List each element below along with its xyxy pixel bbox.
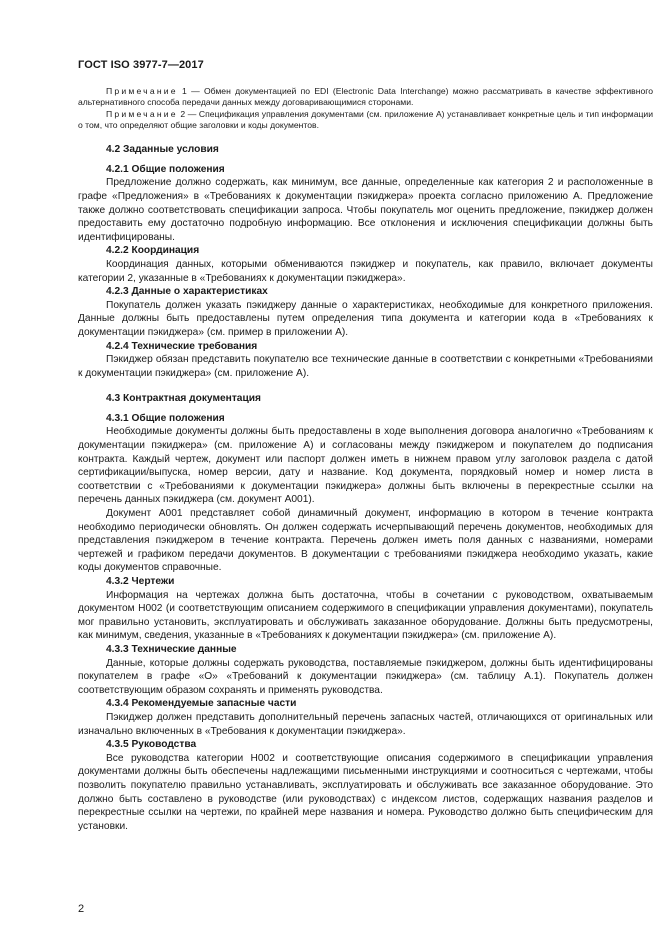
section-4-3-1-title: 4.3.1 Общие положения xyxy=(106,412,225,424)
note-1 xyxy=(78,86,653,109)
note-label: Примечание xyxy=(106,86,178,96)
section-4-3-2-title: 4.3.2 Чертежи xyxy=(106,576,175,587)
section-4-3-5-text: Все руководства категории Н002 и соответствующие описания содержимого в спецификации управления документами должны быть обеспечены надлежащими письменными инструкциями и соотноситься с чертежами, чтобы позволить покупателю правильно устанавливать, эксплуатировать и обслуживать все заказанное оборудование. Это должно быть составлено в руководстве (или руководствах) с индексом листов, содержащих названия разделов и перекрестные ссылки на чертежи, по крайней мере названия и номера. Руководство должно быть специфическим для установки. xyxy=(78,752,653,832)
note-label: Примечание xyxy=(106,108,178,119)
note-text: 1 — Обмен документацией по EDI (Electronic Data Interchange) можно рассматривать в качестве эффективного альтернативного способа передачи данных между договаривающимися сторонами. xyxy=(78,86,653,108)
section-4-3-4-text: Пэкиджер должен представить дополнительный перечень запасных частей, отличающихся от оригинальных или изначально включенных в «Требования к документации пэкиджера». xyxy=(78,711,653,737)
section-4-3-3-title: 4.3.3 Технические данные xyxy=(106,643,237,655)
document-body xyxy=(78,86,653,833)
section-4-3-2-text: Информация на чертежах должна быть достаточна, чтобы в сочетании с руководством, охватываемым документом Н002 (и соответствующим описанием содержимого в спецификации управления документами), покупатель мог правильно установить, эксплуатировать и обслуживать заказанное оборудование. Должны быть предусмотрены, как минимум, сведения, указанные в «Требованиях к документации пэкиджера» (см. приложение А). xyxy=(78,589,653,642)
section-4-2-2-title: 4.2.2 Координация xyxy=(106,245,200,257)
section-4-2-3-title: 4.2.3 Данные о характеристиках xyxy=(106,286,268,298)
section-4-2-4-title: 4.2.4 Технические требования xyxy=(106,340,258,352)
section-4-3-title: 4.3 Контрактная документация xyxy=(106,393,261,405)
section-4-3-4-title: 4.3.4 Рекомендуемые запасные части xyxy=(106,698,297,710)
note-2 xyxy=(78,109,653,132)
section-4-3-1-text-1: Необходимые документы должны быть предоставлены в ходе выполнения договора аналогично «Требованиям к документации пэкиджера» (см. приложение А) и согласованы между пэкиджером и покупателем до подписания контракта. Каждый чертеж, документ или паспорт должен иметь в нижнем правом углу заголовок раздела с датой сертификации/выпуска, номер версии, дату и название. Код документа, порядковый номер и номер листа в соответствии с «Требованиями к документации пэкиджера» должны быть включены в перекрестные ссылки на перечень данных пэкиджера (см. документ А001). xyxy=(78,426,653,506)
section-4-2-title: 4.2 Заданные условия xyxy=(106,144,219,156)
section-4-2-3-text: Покупатель должен указать пэкиджеру данные о характеристиках, необходимые для конкретного приложения. Данные должны быть предоставлены путем определения типа документа и категории кода в «Требованиях к документации пэкиджера» (см. пример в приложении А). xyxy=(78,299,653,338)
section-4-2-1-title: 4.2.1 Общие положения xyxy=(106,163,225,175)
section-4-3-5-title: 4.3.5 Руководства xyxy=(106,739,197,751)
section-4-2-1-text: Предложение должно содержать, как минимум, все данные, определенные как категория 2 и расположенные в графе «Предложения» в «Требованиях к документации пэкиджера» проекта согласно приложению А. Предложение также должно соответствовать спецификации запроса. Чтобы покупатель мог оценить предложение, пэкиджер должен предоставить ему достаточно подробную информацию. Все отклонения и исключения спецификации должны быть идентифицированы. xyxy=(78,177,653,243)
page-number: 2 xyxy=(78,903,85,915)
document-header: ГОСТ ISO 3977-7—2017 xyxy=(78,59,204,71)
note-text: 2 — Спецификация управления документами (см. приложение А) устанавливает конкретные цель и тип информации о том, что определяют общие заголовки и коды документов. xyxy=(78,108,653,130)
section-4-2-2-text: Координация данных, которыми обмениваются пэкиджер и покупатель, как правило, включает документы категории 2, указанные в «Требованиях к документации пэкиджера». xyxy=(78,258,653,284)
section-4-3-1-text-2: Документ А001 представляет собой динамичный документ, информацию в котором в течение контракта необходимо периодически обновлять. Он должен содержать исчерпывающий перечень документов, необходимых для представления пэкиджером в течение контракта. Перечень должен иметь поля данных с названиями, номерами чертежей и графиком передачи документов. В документации с требованиями пэкиджера необходимо указать, какие коды документов справочные. xyxy=(78,508,653,574)
section-4-2-4-text: Пэкиджер обязан представить покупателю все технические данные в соответствии с конкретными «Требованиями к документации пэкиджера» (см. приложение А). xyxy=(78,354,653,379)
section-4-3-3-text: Данные, которые должны содержать руководства, поставляемые пэкиджером, должны быть идентифицированы покупателем в графе «О» «Требований к документации пэкиджера» (см. таблицу А.1). Покупатель должен соответствующим образом сохранять и применять руководства. xyxy=(78,657,653,696)
